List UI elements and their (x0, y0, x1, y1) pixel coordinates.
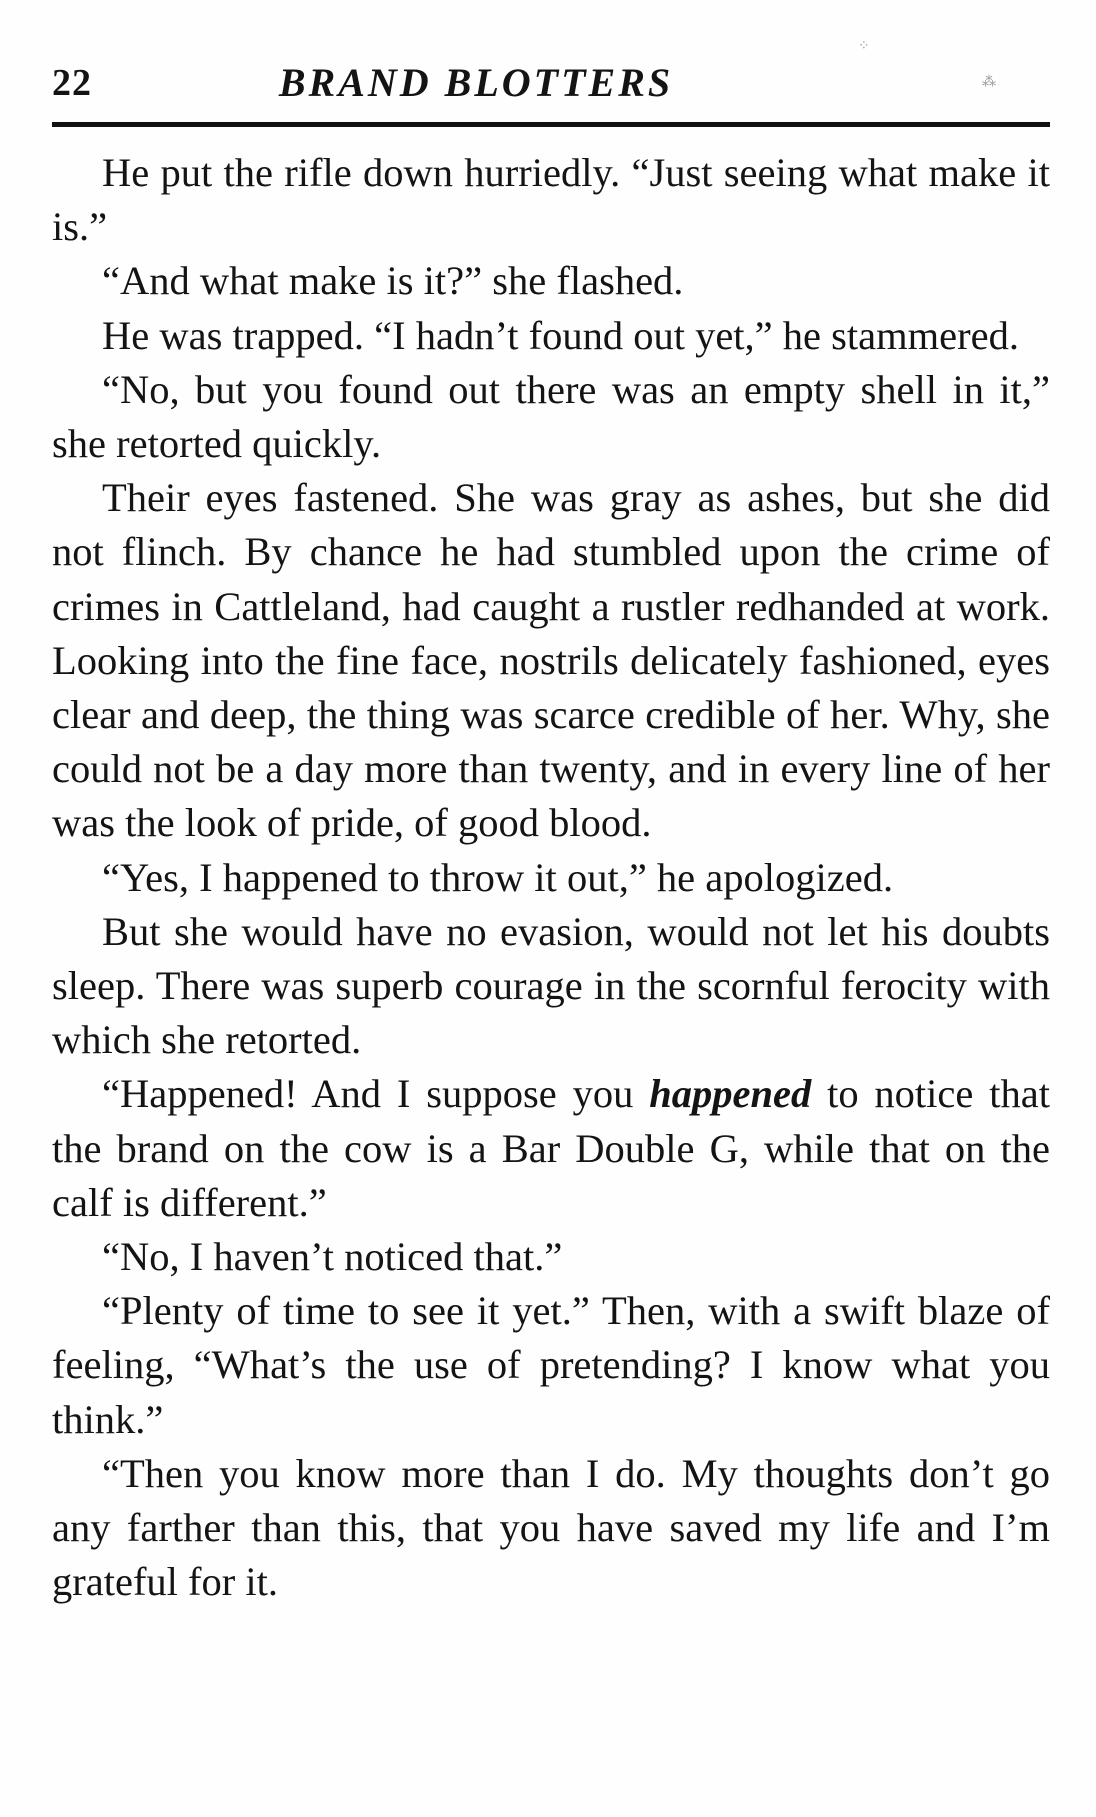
paragraph: Their eyes fastened. She was gray as ashes, but she did not flinch. By chance he had stumbled upon the crime of crimes in Cattleland, had caught a rustler redhanded at work. Looking into the fine face, nostrils delicately fashioned, eyes clear and deep, the thing was scarce credible of her. Why, she could not be a day more than twenty, and in every line of her was the look of pride, of good blood. (52, 475, 1050, 846)
print-speck: ⁂ (982, 75, 996, 90)
header-rule (52, 122, 1050, 127)
paragraph-text: “Happened! And I suppose you (102, 1071, 650, 1117)
paragraph (52, 1067, 1050, 1230)
emphasized-word: happened (649, 1071, 812, 1117)
paragraph: “Then you know more than I do. My thoughts don’t go any farther than this, that you have saved my life and I’m grateful for it. (52, 1450, 1050, 1605)
page-number: 22 (52, 62, 92, 104)
running-head (52, 58, 1050, 108)
body-text (52, 146, 1050, 1609)
paragraph: “And what make is it?” she flashed. (102, 258, 684, 304)
paragraph: He was trapped. “I hadn’t found out yet,” he stammered. (102, 312, 1019, 358)
paragraph: “Yes, I happened to throw it out,” he apologized. (102, 854, 894, 900)
paragraph: But she would have no evasion, would not let his doubts sleep. There was superb courage in the scornful ferocity with which she retorted. (52, 908, 1050, 1063)
print-speck: ⁘ (858, 39, 870, 54)
paragraph: “No, I haven’t noticed that.” (102, 1234, 563, 1280)
paragraph-text: to notice that the brand on the cow is a Bar Double G, while that on the calf is different.” (52, 1071, 1050, 1225)
paragraph: “No, but you found out there was an empty shell in it,” she retorted quickly. (52, 366, 1050, 467)
paragraph: He put the rifle down hurriedly. “Just seeing what make it is.” (52, 150, 1050, 250)
paragraph: “Plenty of time to see it yet.” Then, with a swift blaze of feeling, “What’s the use of pretending? I know what you think.” (52, 1288, 1050, 1442)
book-title: BRAND BLOTTERS (278, 60, 674, 105)
